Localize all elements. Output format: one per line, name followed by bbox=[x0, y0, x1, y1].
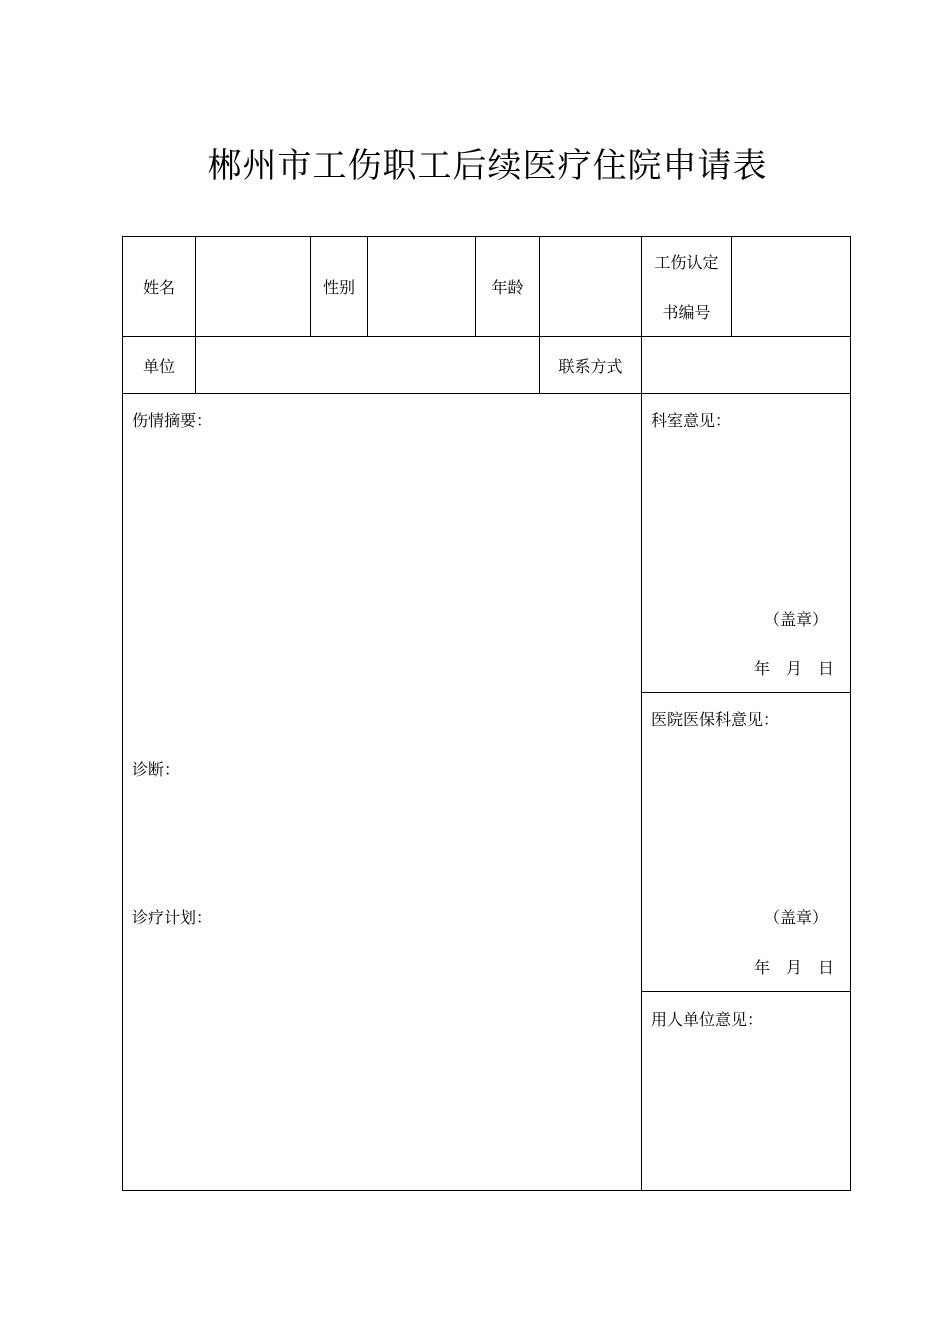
right-divider-1 bbox=[641, 692, 851, 693]
cert-number-field[interactable] bbox=[732, 237, 850, 336]
dept-date: 年 月 日 bbox=[753, 659, 834, 678]
contact-field[interactable] bbox=[642, 337, 850, 393]
diagnosis-label: 诊断： bbox=[132, 760, 181, 779]
table-border-right bbox=[850, 236, 851, 1191]
cert-label-line2: 书编号 bbox=[662, 303, 711, 322]
age-label: 年龄 bbox=[491, 278, 524, 297]
employer-opinion-label: 用人单位意见： bbox=[651, 1010, 764, 1029]
age-field[interactable] bbox=[540, 237, 641, 336]
right-divider-2 bbox=[641, 991, 851, 992]
dept-opinion-label: 科室意见： bbox=[651, 411, 732, 430]
dept-seal: （盖章） bbox=[763, 610, 828, 629]
unit-label: 单位 bbox=[142, 356, 175, 376]
treatment-plan-label: 诊疗计划： bbox=[132, 908, 213, 927]
name-label: 姓名 bbox=[142, 278, 175, 297]
cert-label-line1: 工伤认定 bbox=[654, 253, 719, 272]
page-title: 郴州市工伤职工后续医疗住院申请表 bbox=[207, 146, 768, 186]
contact-label: 联系方式 bbox=[558, 356, 623, 376]
hospital-seal: （盖章） bbox=[763, 908, 828, 927]
gender-field[interactable] bbox=[368, 237, 475, 336]
name-field[interactable] bbox=[196, 237, 310, 336]
row-divider-2 bbox=[122, 393, 851, 394]
table-border-bottom bbox=[122, 1190, 851, 1191]
hospital-date: 年 月 日 bbox=[753, 958, 834, 977]
unit-field[interactable] bbox=[196, 337, 539, 393]
injury-summary-label: 伤情摘要： bbox=[132, 411, 213, 430]
hospital-insurance-opinion-label: 医院医保科意见： bbox=[651, 710, 780, 729]
gender-label: 性别 bbox=[322, 278, 355, 297]
